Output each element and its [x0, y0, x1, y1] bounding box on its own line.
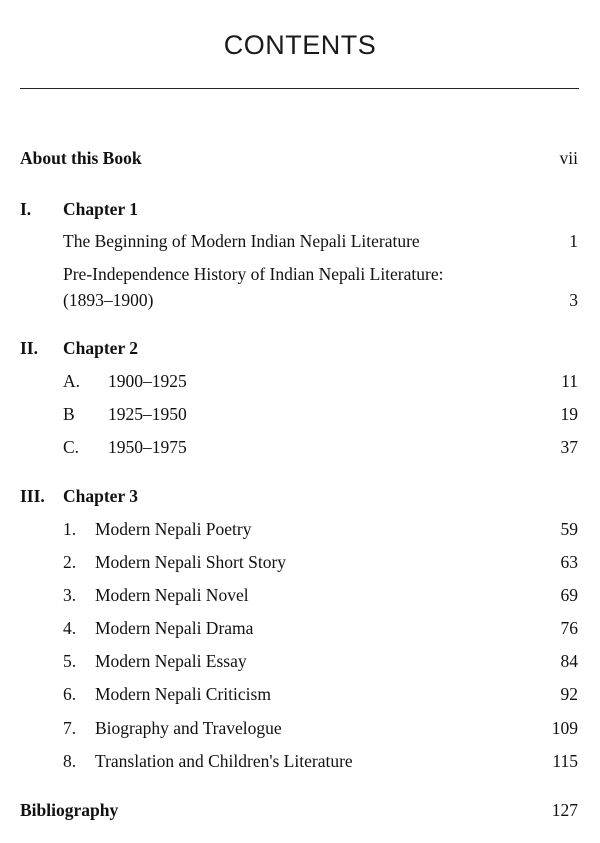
toc-entry-bibliography[interactable] [0, 798, 600, 822]
entry-label: 1. [63, 519, 77, 539]
toc-entry-continued[interactable] [0, 288, 600, 312]
entry-label: 8. [63, 751, 77, 771]
entry-page: 115 [552, 751, 578, 771]
entry-page: 84 [560, 651, 578, 671]
entry-page: 63 [560, 552, 578, 572]
entry-title: 1900–1925 [108, 371, 187, 391]
entry-title: Modern Nepali Criticism [95, 684, 271, 704]
section-title: Chapter 2 [63, 338, 139, 358]
bibliography-page: 127 [551, 800, 578, 820]
entry-title: The Beginning of Modern Indian Nepali Literature [63, 231, 420, 251]
entry-title: Modern Nepali Essay [95, 651, 247, 671]
entry-page: 59 [560, 519, 578, 539]
toc-entry[interactable] [0, 616, 600, 640]
section-heading-1[interactable] [0, 197, 600, 221]
toc-entry[interactable] [0, 435, 600, 459]
entry-title: Modern Nepali Poetry [95, 519, 252, 539]
entry-title: 1925–1950 [108, 404, 187, 424]
toc-entry[interactable] [0, 550, 600, 574]
section-heading-3[interactable] [0, 484, 600, 508]
heading-rule [20, 88, 579, 89]
section-numeral: III. [20, 486, 45, 506]
entry-label: 6. [63, 684, 77, 704]
toc-entry[interactable] [0, 716, 600, 740]
entry-page: 69 [560, 585, 578, 605]
section-numeral: II. [20, 338, 38, 358]
contents-heading: CONTENTS [223, 30, 377, 60]
entry-label: 2. [63, 552, 77, 572]
bibliography-title: Bibliography [20, 800, 119, 820]
section-title: Chapter 1 [63, 199, 139, 219]
section-heading-2[interactable] [0, 336, 600, 360]
section-numeral: I. [20, 199, 32, 219]
entry-label: B [63, 404, 75, 424]
entry-title-line2: (1893–1900) [63, 290, 154, 310]
entry-page: 11 [561, 371, 578, 391]
toc-entry[interactable] [0, 402, 600, 426]
entry-title: Biography and Travelogue [95, 718, 282, 738]
entry-title: Modern Nepali Drama [95, 618, 254, 638]
entry-label: A. [63, 371, 81, 391]
entry-page: 1 [569, 231, 578, 251]
toc-entry[interactable] [0, 369, 600, 393]
entry-page: 109 [551, 718, 578, 738]
about-title: About this Book [20, 148, 142, 168]
entry-title: 1950–1975 [108, 437, 187, 457]
toc-entry[interactable] [0, 262, 600, 286]
entry-label: 7. [63, 718, 77, 738]
entry-page: 19 [560, 404, 578, 424]
entry-title: Pre-Independence History of Indian Nepali Literature: [63, 264, 444, 284]
toc-entry[interactable] [0, 749, 600, 773]
toc-entry[interactable] [0, 229, 600, 253]
entry-label: C. [63, 437, 80, 457]
toc-entry[interactable] [0, 682, 600, 706]
entry-page: 37 [560, 437, 578, 457]
toc-entry[interactable] [0, 649, 600, 673]
entry-page: 92 [560, 684, 578, 704]
section-title: Chapter 3 [63, 486, 139, 506]
entry-title: Modern Nepali Short Story [95, 552, 287, 572]
entry-label: 5. [63, 651, 77, 671]
entry-page: 3 [569, 290, 578, 310]
toc-entry[interactable] [0, 517, 600, 541]
entry-title: Modern Nepali Novel [95, 585, 249, 605]
toc-entry-about[interactable] [0, 146, 600, 170]
entry-page: 76 [560, 618, 578, 638]
entry-label: 3. [63, 585, 77, 605]
about-page: vii [559, 148, 578, 168]
toc-entry[interactable] [0, 583, 600, 607]
entry-label: 4. [63, 618, 77, 638]
entry-title: Translation and Children's Literature [95, 751, 353, 771]
